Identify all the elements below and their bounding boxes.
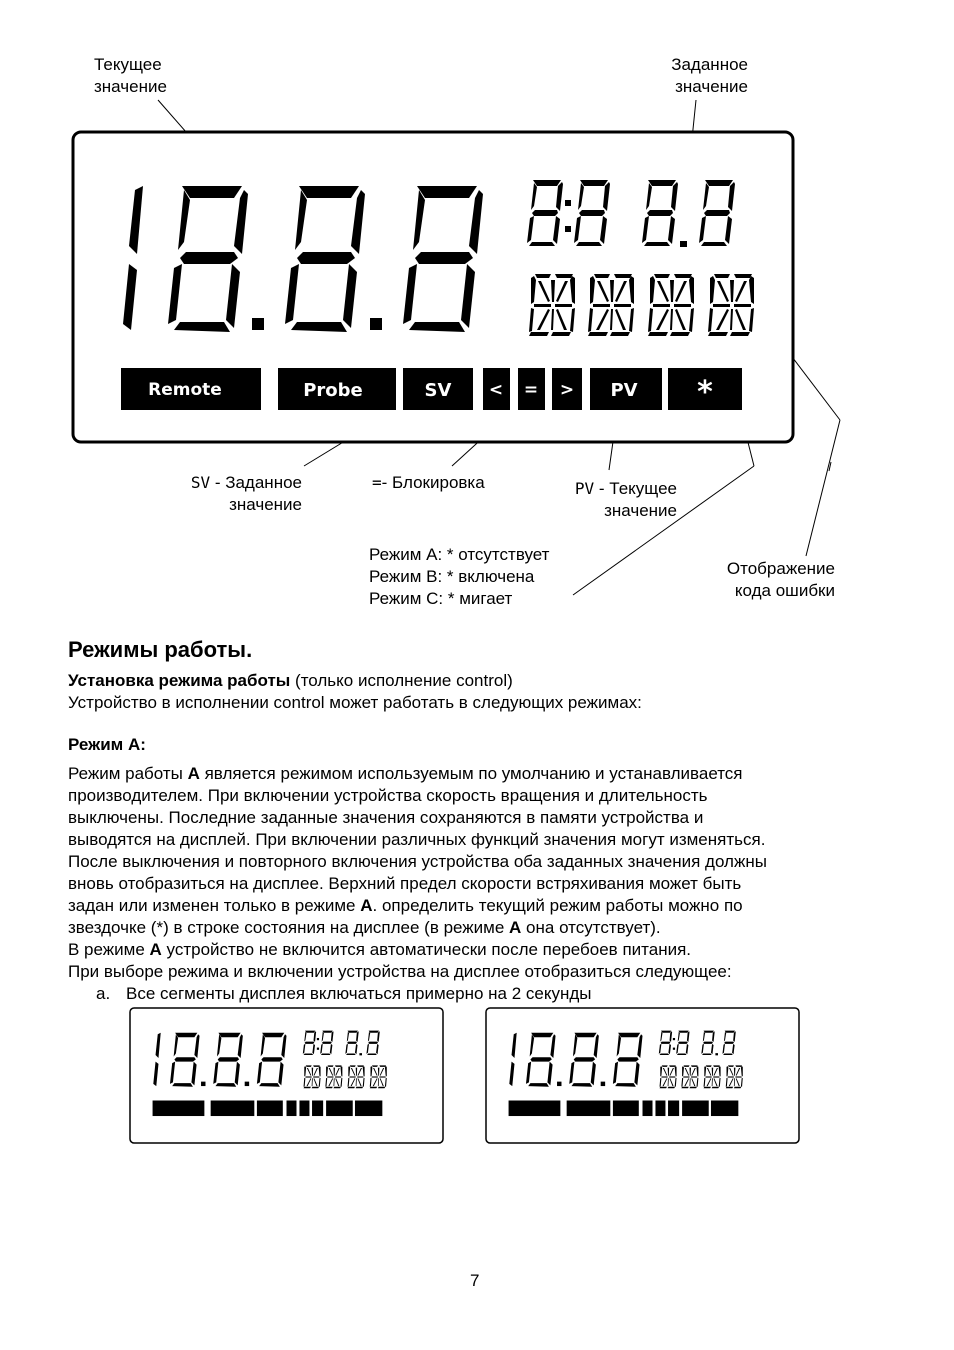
mode-a-description bbox=[68, 763, 888, 983]
mode-a-line: После выключения и повторного включения устройства оба заданных значения должны bbox=[68, 852, 767, 871]
setup-line-2: Устройство в исполнении control может работать в следующих режимах: bbox=[68, 693, 642, 712]
mode-a-line: Режим работы A является режимом используемым по умолчанию и устанавливается bbox=[68, 764, 743, 783]
callout-error-code: Отображение кода ошибки bbox=[726, 559, 835, 600]
callout-sv: SV - Заданное значение bbox=[190, 473, 302, 514]
mode-a-line: выводятся на дисплей. При включении различных функций значения могут изменяться. bbox=[68, 830, 766, 849]
callout-set-value: Заданное значение bbox=[671, 55, 748, 96]
right-arrow-label: > bbox=[559, 380, 575, 400]
mode-a-line: выключены. Последние заданные значения сохраняются в памяти устройства и bbox=[68, 808, 704, 827]
pv-indicator-label: PV bbox=[610, 380, 638, 401]
callout-current-value: Текущее значение bbox=[94, 55, 167, 96]
mode-a-line: вновь отобразиться на дисплее. Верхний предел скорости встряхивания может быть bbox=[68, 874, 742, 893]
sv-indicator-label: SV bbox=[424, 380, 452, 401]
page-number: 7 bbox=[470, 1271, 480, 1290]
callout-modes: Режим A: * отсутствует Режим B: * включена Режим C: * мигает bbox=[369, 545, 550, 608]
callout-pv: PV - Текущее значение bbox=[574, 479, 677, 520]
callout-lock: =- Блокировка bbox=[372, 473, 485, 492]
display-thumbnail-left bbox=[130, 1008, 443, 1143]
probe-indicator-label: Probe bbox=[303, 380, 363, 401]
mode-a-line: В режиме A устройство не включится автоматически после перебоев питания. bbox=[68, 940, 692, 959]
mode-a-line: При выборе режима и включении устройства на дисплее отобразиться следующее: bbox=[68, 962, 732, 981]
list-item: a. Все сегменты дисплея включаться примерно на 2 секунды bbox=[96, 984, 592, 1003]
mode-a-line: задан или изменен только в режиме A. определить текущий режим работы можно по bbox=[68, 896, 743, 915]
asterisk-icon: * bbox=[697, 375, 713, 410]
mode-a-line: производителем. При включении устройства скорость вращения и длительность bbox=[68, 786, 708, 805]
display-thumbnail-right bbox=[486, 1008, 799, 1143]
section-title: Режимы работы. bbox=[68, 637, 253, 662]
setup-line: Установка режима работы (только исполнение control) bbox=[68, 671, 513, 690]
indicator-row bbox=[121, 368, 742, 410]
mode-a-line: звездочке (*) в строке состояния на дисплее (в режиме A она отсутствует). bbox=[68, 918, 661, 937]
lock-indicator-label: = bbox=[523, 380, 539, 400]
remote-indicator-label: Remote bbox=[148, 380, 222, 400]
left-arrow-label: < bbox=[488, 380, 504, 400]
mode-a-title: Режим A: bbox=[68, 735, 146, 754]
